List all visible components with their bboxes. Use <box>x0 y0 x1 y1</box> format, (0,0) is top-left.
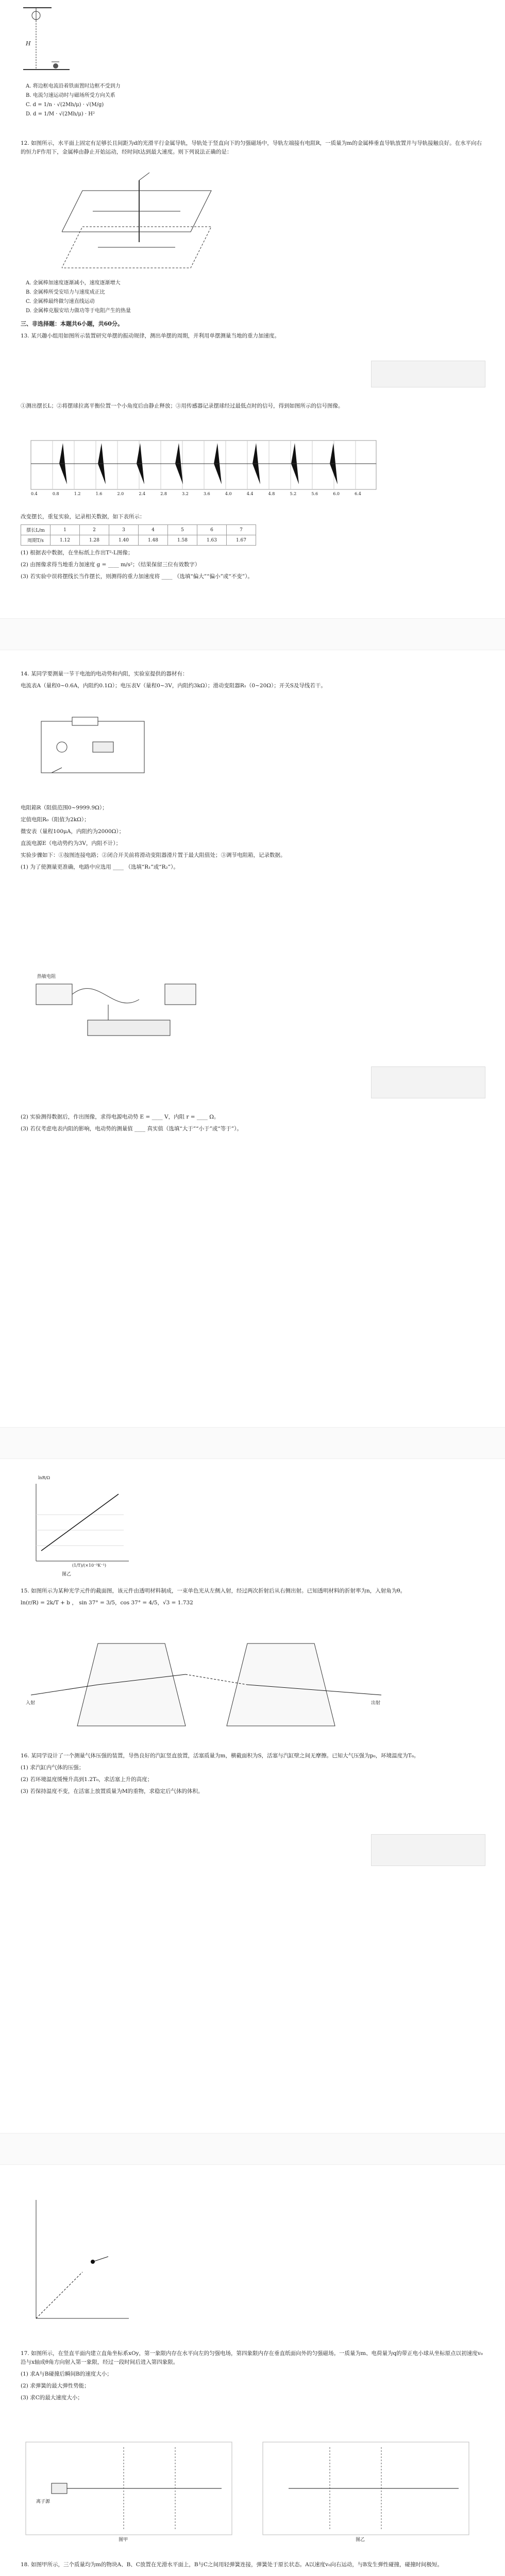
height-label: H <box>26 40 31 47</box>
tick-label: 1.6 <box>95 492 103 496</box>
x-axis-label: (1/T)/(×10⁻³K⁻¹) <box>72 1563 107 1568</box>
procedure-steps: ①测出摆长L；②将摆球拉离平衡位置一个小角度后由静止释放；③用传感器记录摆球经过最低点时的信号，得到如图所示的信号图像。 <box>21 403 344 409</box>
question-16: 16. 某同学设计了一个测量气体压强的装置，导热良好的汽缸竖直放置，活塞质量为m，横截面积为S，活塞与汽缸壁之间无摩擦。已知大气压强为p₀，环境温度为T₀。 <box>21 1753 419 1759</box>
tick-label: 5.2 <box>290 492 297 496</box>
ion-source-label: 离子源 <box>36 2499 50 2504</box>
table-cell: 7 <box>227 525 256 535</box>
lnR-graph <box>21 1473 134 1577</box>
page-break <box>0 2133 505 2165</box>
tick-label: 1.2 <box>74 492 81 496</box>
table-cell: 5 <box>168 525 197 535</box>
sub-question-3: (3) 若仅考虑电表内阻的影响，电动势的测量值 ____ 真实值（选填“大于”“小于”或“等于”）。 <box>21 1126 242 1132</box>
sub-question-2: (2) 若环境温度缓慢升高到1.2T₀，求活塞上升的高度； <box>21 1776 153 1783</box>
resistance-box: 电阻箱R（阻值范围0~9999.9Ω）； <box>21 805 108 811</box>
row-label: 摆长L/m <box>21 525 50 535</box>
table-cell: 1.67 <box>227 535 256 546</box>
page-break <box>0 618 505 650</box>
thermistor-label: 热敏电阻 <box>37 974 56 979</box>
option-c: C. d = 1/n · √(2Mh/μ) · √(M/g) <box>26 102 104 108</box>
tick-label: 2.0 <box>117 492 124 496</box>
tick-label: 2.8 <box>160 492 167 496</box>
table-cell: 1.40 <box>109 535 139 546</box>
row-label: 周期T/s <box>21 535 50 546</box>
table-cell: 2 <box>80 525 109 535</box>
question-12: 12. 如图所示，水平面上固定有足够长且间距为d的光滑平行金属导轨，导轨处于竖直向下的匀强磁场中，导轨左端接有电阻R，一质量为m的金属棒垂直导轨放置并与导轨接触良好。在水平向右的恒力F作用下，金属棒由静止开始运动，经时间t达到最大速度。则下列说法正确的是： <box>21 140 482 155</box>
rail-figure <box>62 170 216 273</box>
microammeter: 微安表（量程100μA，内阻约为2000Ω）； <box>21 828 125 835</box>
sub-question-1: (1) 根据表中数据，在坐标纸上作出T²-L图像； <box>21 550 133 556</box>
y-axis-label: lnR/Ω <box>38 1476 50 1480</box>
table-cell: 6 <box>197 525 227 535</box>
option-b: B. 金属棒所受安培力与速度成正比 <box>26 290 105 295</box>
option-c: C. 金属棒最终做匀速直线运动 <box>26 299 95 304</box>
ion-source-diagram <box>21 2432 474 2545</box>
tick-label: 0.4 <box>31 492 38 496</box>
coordinate-figure <box>21 2195 134 2329</box>
sub-question-3: (3) 若实验中误将摆线长当作摆长，则测得的重力加速度将 ____ （选填“偏大”“偏小”或“不变”）。 <box>21 573 253 580</box>
sub-question-1: (1) 求汽缸内气体的压强； <box>21 1765 85 1771</box>
question-18: 18. 如图甲所示，三个质量均为m的物块A、B、C放置在光滑水平面上，B与C之间用轻弹簧连接，弹簧处于原长状态。A以速度v₀向右运动，与B发生弹性碰撞，碰撞时间极短。 <box>21 2562 443 2568</box>
fixed-resistor: 定值电阻R₀（阻值为2kΩ）； <box>21 817 90 823</box>
table-cell: 1.48 <box>139 535 168 546</box>
exit-label: 出射 <box>371 1701 381 1706</box>
incident-label: 入射 <box>26 1701 36 1706</box>
page-break <box>0 1427 505 1459</box>
circuit-diagram <box>31 711 155 783</box>
tick-label: 4.0 <box>225 492 232 496</box>
question-14: 14. 某同学要测量一节干电池的电动势和内阻，实验室提供的器材有： <box>21 671 188 677</box>
table-cell: 1.28 <box>80 535 109 546</box>
coordinate-diagram <box>21 2195 134 2329</box>
tick-label: 3.2 <box>182 492 189 496</box>
signal-chart <box>21 438 381 505</box>
apparatus-figure <box>31 969 206 1051</box>
tick-label: 3.6 <box>204 492 210 496</box>
ion-source-figure <box>21 2432 474 2545</box>
table-cell: 1 <box>50 525 80 535</box>
sub-question-3: (3) 若保持温度不变，在活塞上放置质量为M的重物，求稳定后气体的体积。 <box>21 1788 204 1794</box>
table-note: 改变摆长，重复实验，记录相关数据，如下表所示： <box>21 514 145 520</box>
data-table <box>21 524 256 546</box>
pendulum-figure <box>21 5 72 77</box>
optics-figure <box>21 1638 392 1731</box>
answer-box <box>371 361 485 387</box>
option-b: B. 电流匀速运动时与磁场所受方向关系 <box>26 93 115 98</box>
sub-question-2: (2) 实验测得数据后，作出图像，求得电源电动势 E = ____ V，内阻 r = ____ Ω。 <box>21 1114 220 1120</box>
table-cell: 1.12 <box>50 535 80 546</box>
tick-label: 5.6 <box>311 492 318 496</box>
option-a: A. 金属棒加速度逐渐减小，速度逐渐增大 <box>26 280 121 286</box>
table-row <box>21 535 256 546</box>
circuit-figure <box>31 711 155 783</box>
optics-diagram <box>21 1638 392 1731</box>
section-heading: 三、非选择题：本题共6小题，共60分。 <box>21 320 123 327</box>
question-15: 15. 如图所示为某种光学元件的截面图，该元件由透明材料制成，一束单色光从左侧入射，经过两次折射后从右侧出射。已知透明材料的折射率为n，入射角为θ。 <box>21 1588 406 1594</box>
answer-box <box>371 1066 485 1098</box>
option-d: D. d = 1/M · √(2Mh/μ) · H² <box>26 111 95 117</box>
sub-question-1: (1) 求A与B碰撞后瞬间B的速度大小； <box>21 2371 112 2377</box>
option-d: D. 金属棒克服安培力做功等于电阻产生的热量 <box>26 308 131 314</box>
table-cell: 3 <box>109 525 139 535</box>
tick-label: 4.8 <box>268 492 275 496</box>
apparatus-diagram <box>31 969 206 1051</box>
equipment-list: 电流表A（量程0~0.6A，内阻约0.1Ω）；电压表V（量程0~3V，内阻约3kΩ）；滑动变阻器R₁（0~20Ω）；开关S及导线若干。 <box>21 683 326 689</box>
table-row <box>21 525 256 535</box>
lnR-plot <box>21 1473 134 1577</box>
formula: ln(r/R) = 2k/T + b ， sin 37° = 3/5，cos 37° = 4/5，√3 = 1.732 <box>21 1600 193 1606</box>
sub-question-3: (3) 求C的最大速度大小； <box>21 2395 83 2401</box>
figure-caption: 图乙 <box>62 1572 72 1577</box>
answer-box <box>371 1834 485 1866</box>
sub-question-2: (2) 由图像求得当地重力加速度 g = ____ m/s²；（结果保留三位有效数字） <box>21 562 200 568</box>
question-13: 13. 某兴趣小组用如图所示装置研究单摆的振动规律，测出单摆的周期，并利用单摆测量当地的重力加速度。 <box>21 333 280 339</box>
procedure-steps: 实验步骤如下：①按图连接电路；②闭合开关前将滑动变阻器滑片置于最大阻值处；③调节电阻箱，记录数据。 <box>21 852 286 858</box>
rail-diagram <box>62 170 216 273</box>
tick-label: 0.8 <box>52 492 59 496</box>
table-cell: 4 <box>139 525 168 535</box>
question-17: 17. 如图所示，在竖直平面内建立直角坐标系xOy，第一象限内存在水平向左的匀强电场，第四象限内存在垂直纸面向外的匀强磁场。一质量为m、电荷量为q的带正电小球从坐标原点以初速度v₀沿与x轴成θ角方向射入第一象限，经过一段时间后进入第四象限。 <box>21 2350 483 2365</box>
tick-label: 4.4 <box>246 492 254 496</box>
tick-label: 6.4 <box>355 492 361 496</box>
figure-caption-left: 图甲 <box>119 2537 128 2543</box>
tick-label: 2.4 <box>139 492 146 496</box>
power-supply: 直流电源E（电动势约为3V，内阻不计）； <box>21 840 122 846</box>
sub-question-2: (2) 求弹簧的最大弹性势能； <box>21 2383 90 2389</box>
signal-tick-labels <box>31 492 376 500</box>
table-cell: 1.63 <box>197 535 227 546</box>
tick-label: 6.0 <box>333 492 340 496</box>
figure-caption-right: 图乙 <box>356 2537 365 2543</box>
sub-question-1: (1) 为了使测量更准确，电路中应选用 ____ （选填“R₁”或“R₂”）。 <box>21 864 179 870</box>
table-cell: 1.58 <box>168 535 197 546</box>
option-a: A. 将边框电流沿着铁面置时边框不受到力 <box>26 83 121 89</box>
